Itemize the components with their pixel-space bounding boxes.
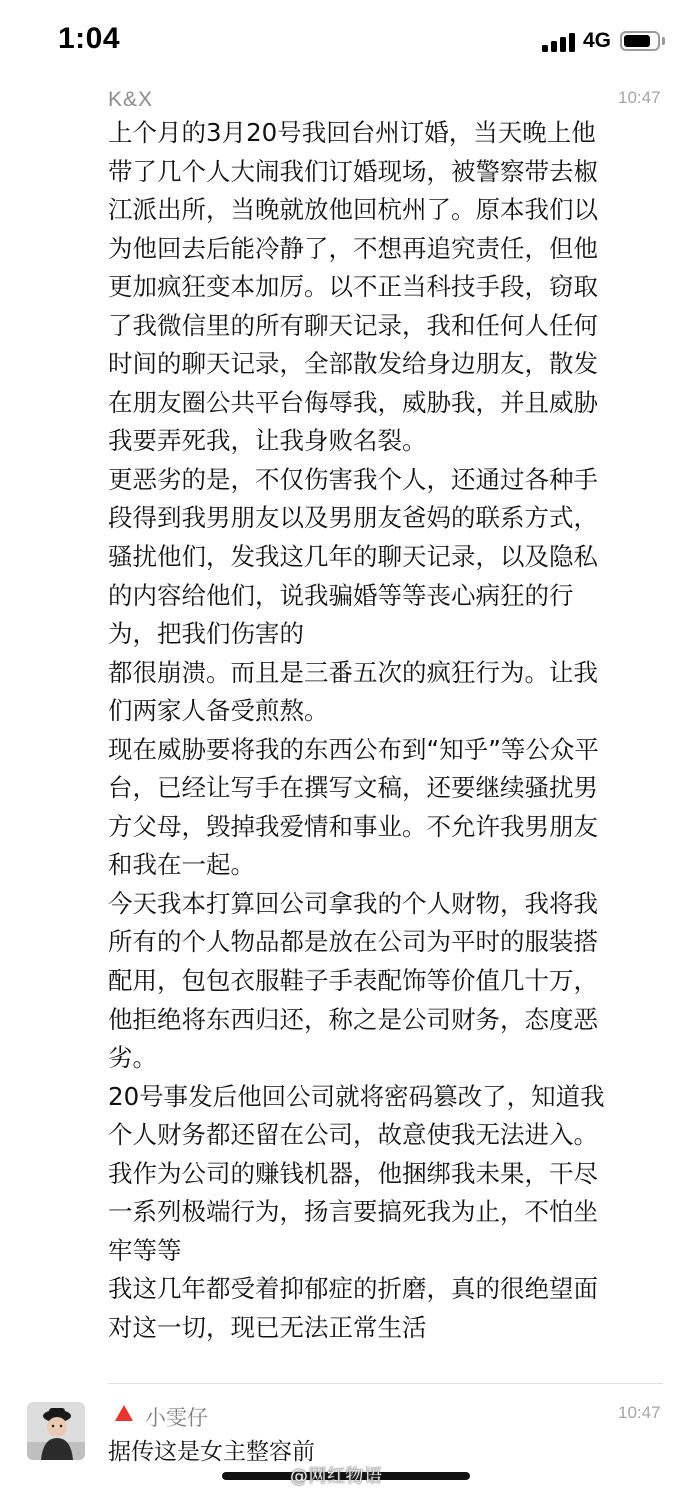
message-line: 对这一切，现已无法正常生活	[108, 1312, 427, 1342]
message-sender-name[interactable]: K&X	[108, 88, 154, 111]
message-line: 们两家人备受煎熬。	[108, 696, 329, 726]
status-time: 1:04	[58, 22, 121, 55]
message-line: 上个月的3月20号我回台州订婚，当天晚上他	[108, 118, 596, 147]
message-line: 为，把我们伤害的	[108, 619, 304, 649]
comment-timestamp: 10:47	[618, 1403, 661, 1422]
message-line: 带了几个人大闹我们订婚现场，被警察带去椒	[108, 156, 598, 186]
message-line: 在朋友圈公共平台侮辱我，威胁我，并且威胁	[108, 387, 598, 417]
message-line: 更加疯狂变本加厉。以不正当科技手段，窃取	[108, 272, 598, 302]
message-line: 段得到我男朋友以及男朋友爸妈的联系方式，	[108, 503, 598, 533]
message-line: 劣。	[108, 1043, 157, 1073]
status-bar	[0, 0, 690, 80]
message-line: 我这几年都受着抑郁症的折磨，真的很绝望面	[108, 1274, 598, 1304]
message-line: 一系列极端行为，扬言要搞死我为止，不怕坐	[108, 1197, 598, 1227]
message-line: 我作为公司的赚钱机器，他捆绑我未果，干尽	[108, 1158, 598, 1188]
comment-username[interactable]: 小雯仔	[145, 1406, 208, 1430]
message-line: 都很崩溃。而且是三番五次的疯狂行为。让我	[108, 657, 598, 687]
message-line: 了我微信里的所有聊天记录，我和任何人任何	[108, 310, 598, 340]
battery-icon	[620, 31, 660, 51]
message-line: 为他回去后能冷静了，不想再追究责任，但他	[108, 233, 598, 263]
message-line: 更恶劣的是，不仅伤害我个人，还通过各种手	[108, 464, 598, 494]
avatar[interactable]	[27, 1402, 85, 1460]
message-line: 今天我本打算回公司拿我的个人财物，我将我	[108, 888, 598, 918]
comment-text: 据传这是女主整容前	[108, 1439, 315, 1465]
warning-triangle-icon	[114, 1404, 134, 1422]
message-body	[108, 114, 668, 1348]
signal-strength-icon	[542, 32, 578, 52]
message-line: 的内容给他们，说我骗婚等等丧心病狂的行	[108, 580, 574, 610]
message-line: 牢等等	[108, 1235, 182, 1265]
message-line: 所有的个人物品都是放在公司为平时的服装搭	[108, 927, 598, 957]
battery-tip	[662, 37, 665, 45]
message-line: 他拒绝将东西归还，称之是公司财务，态度恶	[108, 1004, 598, 1034]
message-line: 我要弄死我，让我身败名裂。	[108, 426, 427, 456]
network-type-label: 4G	[583, 29, 612, 52]
avatar-image	[27, 1402, 85, 1460]
message-timestamp: 10:47	[618, 88, 661, 107]
message-line: 方父母，毁掉我爱情和事业。不允许我男朋友	[108, 811, 598, 841]
message-line: 现在威胁要将我的东西公布到“知乎”等公众平	[108, 734, 599, 764]
message-line: 个人财务都还留在公司，故意使我无法进入。	[108, 1120, 598, 1150]
message-line: 和我在一起。	[108, 850, 255, 880]
battery-level-fill	[624, 35, 650, 47]
divider	[108, 1383, 663, 1384]
message-line: 骚扰他们，发我这几年的聊天记录，以及隐私	[108, 542, 598, 572]
message-line: 江派出所，当晚就放他回杭州了。原本我们以	[108, 195, 598, 225]
message-line: 配用，包包衣服鞋子手表配饰等价值几十万，	[108, 966, 598, 996]
watermark: @网红物语	[290, 1466, 383, 1487]
message-line: 时间的聊天记录，全部散发给身边朋友，散发	[108, 349, 598, 379]
message-line: 20号事发后他回公司就将密码篡改了，知道我	[108, 1081, 605, 1111]
message-line: 台，已经让写手在撰写文稿，还要继续骚扰男	[108, 773, 598, 803]
